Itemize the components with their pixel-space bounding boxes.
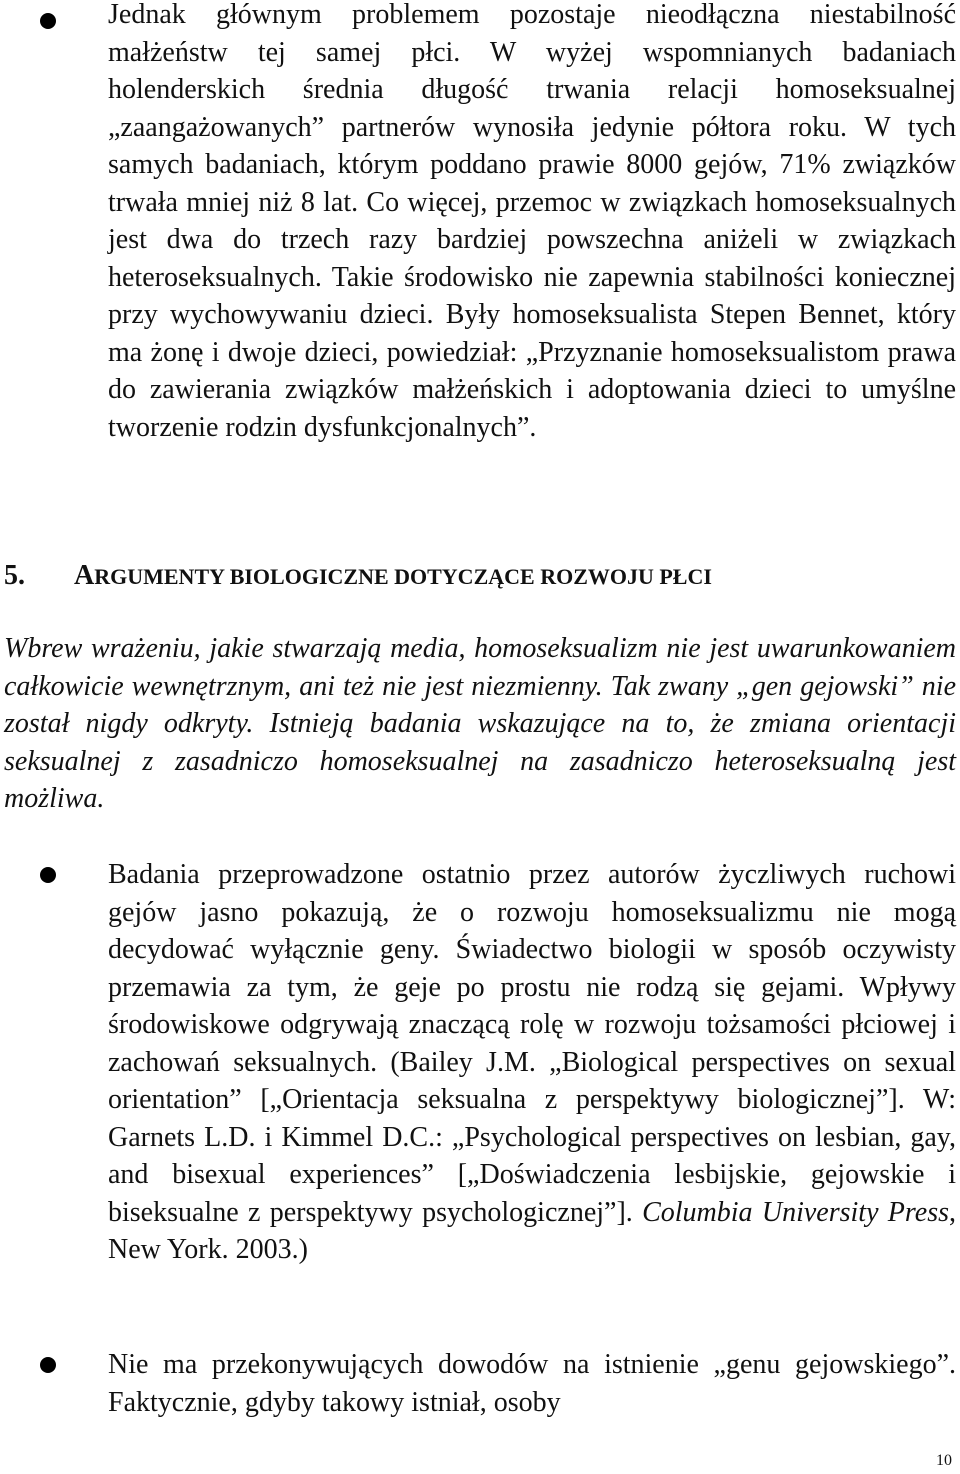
section-heading: [4, 556, 904, 597]
section-abstract: Wbrew wrażeniu, jakie stwarzają media, homoseksualizm nie jest uwarunkowaniem całkowicie wewnętrznym, ani też nie jest niezmienny. Tak zwany „gen gejowski” nie został nigdy odkryty. Istnieją badania wskazujące na to, że zmiana orientacji seksualnej z zasadniczo homoseksualnej na zasadniczo heteroseksualną jest możliwa.: [4, 633, 956, 814]
bullet-paragraph: [108, 856, 956, 1269]
bullet-paragraph-main: Badania przeprowadzone ostatnio przez autorów życzliwych ruchowi gejów jasno pokazują, że o rozwoju homoseksualizmu nie mogą decydować wyłącznie geny. Świadectwo biologii w sposób oczywisty przemawia za tym, że geje po prostu nie rodzą się gejami. Wpływy środowiskowe odgrywają znaczącą rolę w rozwoju tożsamości płciowej i zachowań seksualnych. (Bailey J.M. „Biological perspectives on sexual orientation” [„Orientacja seksualna z perspektywy biologicznej”]. W: Garnets L.D. i Kimmel D.C.: „Psychological perspectives on lesbian, gay, and bisexual experiences” [„Doświadczenia lesbijskie, gejowskie i biseksualne z perspektywy psychologicznej”].: [108, 859, 956, 1228]
bullet-icon: [40, 1357, 56, 1373]
section-title: RGUMENTY BIOLOGICZNE DOTYCZĄCE ROZWOJU PŁCI: [94, 564, 712, 589]
section-title-initial: A: [74, 560, 95, 591]
publisher-name: Columbia University Press: [642, 1196, 949, 1228]
bullet-paragraph: Nie ma przekonywujących dowodów na istnienie „genu gejowskiego”. Faktycznie, gdyby takowy istniał, osoby: [108, 1349, 956, 1418]
bullet-paragraph-end: , New York. 2003.): [108, 1196, 956, 1265]
bullet-icon: [40, 867, 56, 883]
page-number: 10: [936, 1452, 952, 1469]
bullet-paragraph: Jednak głównym problemem pozostaje nieodłączna niestabilność małżeństw tej samej płci. W wyżej wspomnianych badaniach holenderskich średnia długość trwania relacji homoseksualnej „zaangażowanych” partnerów wynosiła jedynie półtora roku. W tych samych badaniach, którym poddano prawie 8000 gejów, 71% związków trwała mniej niż 8 lat. Co więcej, przemoc w związkach homoseksualnych jest dwa do trzech razy bardziej powszechna aniżeli w związkach heteroseksualnych. Takie środowisko nie zapewnia stabilności koniecznej przy wychowywaniu dzieci. Były homoseksualista Stepen Bennet, który ma żonę i dwoje dzieci, powiedział: „Przyznanie homoseksualistom prawa do zawierania związków małżeńskich i adoptowania dzieci to umyślne tworzenie rodzin dysfunkcjonalnych”.: [108, 0, 956, 443]
bullet-icon: [40, 13, 56, 29]
section-number: 5.: [4, 560, 25, 591]
